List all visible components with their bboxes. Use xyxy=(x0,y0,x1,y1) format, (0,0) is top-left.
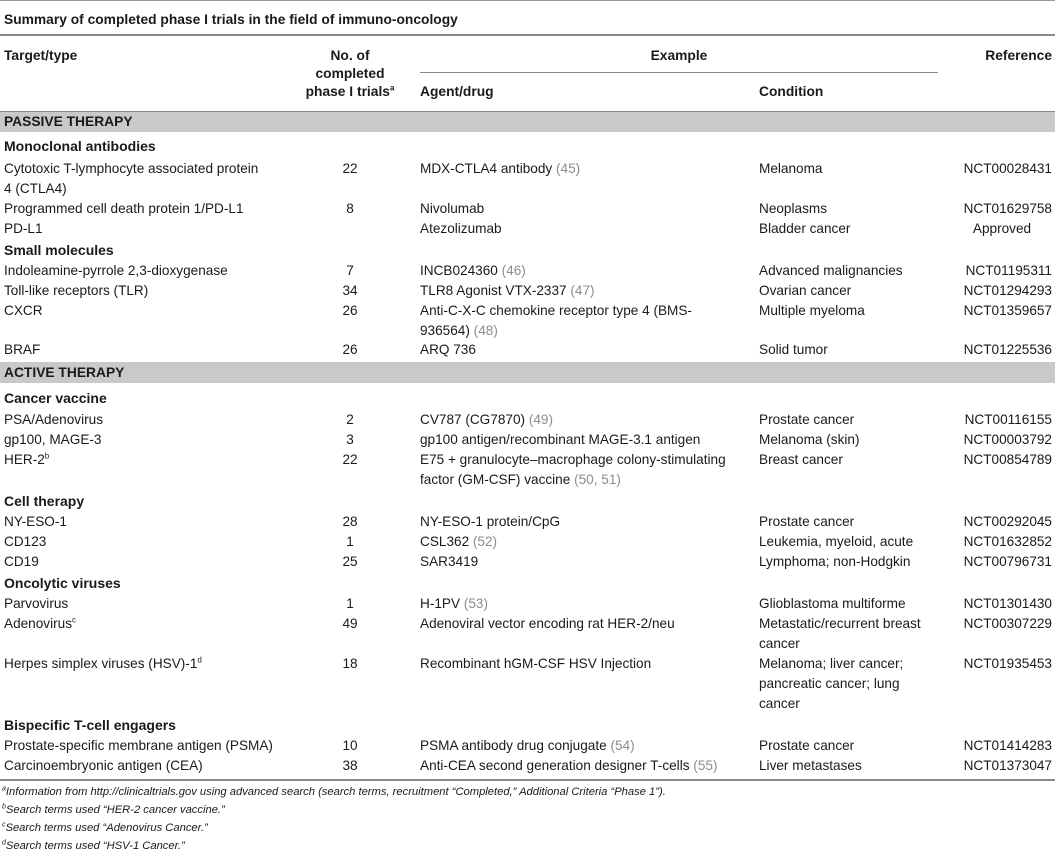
cell-reference: NCT01935453 xyxy=(963,656,1052,671)
cell-agent-line: Anti-C-X-C chemokine receptor type 4 (BMS- xyxy=(420,303,692,318)
cell-agent: gp100 antigen/recombinant MAGE-3.1 antigen xyxy=(420,432,701,447)
cell-target-text: Adenovirus xyxy=(4,616,73,631)
cell-agent xyxy=(420,281,750,301)
cell-condition: Bladder cancer xyxy=(759,221,851,236)
header-example: Example xyxy=(650,48,708,63)
cell-agent: NY-ESO-1 protein/CpG xyxy=(420,514,561,529)
group-cancer-vaccine: Cancer vaccine xyxy=(4,390,107,406)
cell-agent-text: CV787 (CG7870) xyxy=(420,412,529,427)
cell-condition: Prostate cancer xyxy=(759,514,855,529)
cell-reference: NCT01195311 xyxy=(965,263,1052,278)
section-passive xyxy=(0,112,1055,132)
cell-agent-line: E75 + granulocyte–macrophage colony-stimulating xyxy=(420,452,726,467)
cell-target: Carcinoembryonic antigen (CEA) xyxy=(4,758,203,773)
citation-link[interactable]: (48) xyxy=(473,323,498,338)
cell-agent xyxy=(420,261,750,281)
cell-num: 34 xyxy=(342,283,358,298)
header-num-line3-text: phase I trials xyxy=(305,84,390,99)
cell-agent: SAR3419 xyxy=(420,554,479,569)
header-target: Target/type xyxy=(4,48,78,63)
cell-agent-text: factor (GM-CSF) vaccine xyxy=(420,472,575,487)
footnote-text: Search terms used “HSV-1 Cancer.” xyxy=(5,840,185,852)
group-oncolytic-viruses: Oncolytic viruses xyxy=(4,575,121,591)
citation-link[interactable]: (55) xyxy=(693,758,718,773)
cell-reference: NCT00292045 xyxy=(963,514,1052,529)
cell-num: 18 xyxy=(342,656,358,671)
footnote-marker: d xyxy=(2,839,6,847)
cell-target: CD19 xyxy=(4,554,39,569)
cell-num: 28 xyxy=(342,514,358,529)
cell-num: 7 xyxy=(346,263,354,278)
cell-agent-text: CSL362 xyxy=(420,534,473,549)
header-num-line1: No. of xyxy=(330,48,370,63)
cell-num: 22 xyxy=(342,452,358,467)
cell-target: Parvovirus xyxy=(4,596,69,611)
cell-reference: NCT00307229 xyxy=(963,616,1052,631)
cell-target-line: 4 (CTLA4) xyxy=(4,181,67,196)
header-condition: Condition xyxy=(759,84,824,99)
cell-agent: Nivolumab xyxy=(420,201,485,216)
cell-condition: Breast cancer xyxy=(759,452,843,467)
cell-agent-text: Anti-CEA second generation designer T-cells xyxy=(420,758,694,773)
cell-target: PD-L1 xyxy=(4,221,43,236)
cell-reference: NCT00028431 xyxy=(963,161,1052,176)
footnote-text: Information from http://clinicaltrials.gov using advanced search (search terms, recruitment “Completed,” Additional Criteria “Phase 1”). xyxy=(5,786,666,798)
cell-agent xyxy=(420,532,750,552)
cell-agent-text: PSMA antibody drug conjugate xyxy=(420,738,611,753)
cell-condition-line: cancer xyxy=(759,696,800,711)
cell-reference: NCT00116155 xyxy=(964,412,1052,427)
cell-condition: Liver metastases xyxy=(759,758,862,773)
cell-target: NY-ESO-1 xyxy=(4,514,67,529)
cell-target: PSA/Adenovirus xyxy=(4,412,103,427)
cell-reference: NCT00003792 xyxy=(963,432,1052,447)
header-num-line2: completed xyxy=(315,66,385,81)
cell-target: CD123 xyxy=(4,534,47,549)
cell-reference: NCT01629758 xyxy=(963,201,1052,216)
cell-condition-line: Melanoma; liver cancer; xyxy=(759,656,904,671)
cell-reference: NCT01301430 xyxy=(963,596,1052,611)
header-num xyxy=(300,47,400,101)
cell-num: 25 xyxy=(342,554,358,569)
citation-link[interactable]: (45) xyxy=(556,161,581,176)
header-num-line3 xyxy=(300,83,400,101)
citation-link[interactable]: (53) xyxy=(463,596,489,611)
cell-target: Indoleamine-pyrrole 2,3-dioxygenase xyxy=(4,263,228,278)
cell-agent: Atezolizumab xyxy=(420,221,502,236)
footnote-marker: a xyxy=(2,785,6,793)
cell-agent-text: INCB024360 xyxy=(420,263,502,278)
footnote xyxy=(2,804,225,816)
section-passive-label: PASSIVE THERAPY xyxy=(4,114,133,129)
cell-agent-line xyxy=(420,321,750,341)
cell-agent xyxy=(420,594,750,614)
cell-agent xyxy=(420,159,750,179)
cell-condition xyxy=(759,654,949,714)
cell-condition: Ovarian cancer xyxy=(759,283,852,298)
footnote-marker: c xyxy=(2,821,6,829)
footnote xyxy=(2,786,666,798)
cell-agent: Adenoviral vector encoding rat HER-2/neu xyxy=(420,616,675,631)
cell-condition: Advanced malignancies xyxy=(759,263,903,278)
cell-target: Programmed cell death protein 1/PD-L1 xyxy=(4,201,244,216)
cell-condition: Leukemia, myeloid, acute xyxy=(759,534,914,549)
cell-agent: Recombinant hGM-CSF HSV Injection xyxy=(420,656,652,671)
cell-condition: Prostate cancer xyxy=(759,738,855,753)
cell-agent-line xyxy=(420,470,750,490)
group-cell-therapy: Cell therapy xyxy=(4,493,85,509)
cell-condition: Lymphoma; non-Hodgkin xyxy=(759,554,911,569)
cell-reference: NCT00854789 xyxy=(963,452,1052,467)
cell-condition: Glioblastoma multiforme xyxy=(759,596,906,611)
cell-agent-text: TLR8 Agonist VTX-2337 xyxy=(420,283,571,298)
cell-reference: NCT01414283 xyxy=(963,738,1052,753)
cell-agent xyxy=(420,301,750,341)
section-active-label: ACTIVE THERAPY xyxy=(4,365,125,380)
cell-num: 38 xyxy=(342,758,358,773)
citation-link[interactable]: (52) xyxy=(472,534,498,549)
footnote xyxy=(2,840,185,852)
cell-num: 10 xyxy=(342,738,358,753)
cell-reference: NCT00796731 xyxy=(963,554,1052,569)
cell-num: 26 xyxy=(342,303,358,318)
citation-link[interactable]: (46) xyxy=(501,263,526,278)
cell-agent: ARQ 736 xyxy=(420,342,476,357)
cell-condition: Solid tumor xyxy=(759,342,828,357)
cell-target: BRAF xyxy=(4,342,41,357)
cell-target xyxy=(4,159,294,199)
cell-reference: NCT01373047 xyxy=(963,758,1052,773)
footnote-marker: b xyxy=(44,451,50,461)
cell-reference: NCT01359657 xyxy=(963,303,1052,318)
cell-target: CXCR xyxy=(4,303,43,318)
cell-num: 49 xyxy=(342,616,358,631)
cell-target: Prostate-specific membrane antigen (PSMA) xyxy=(4,738,273,753)
group-monoclonal-antibodies: Monoclonal antibodies xyxy=(4,138,156,154)
cell-target xyxy=(4,654,294,674)
cell-condition: Neoplasms xyxy=(759,201,827,216)
cell-num: 22 xyxy=(342,161,358,176)
cell-condition: Melanoma (skin) xyxy=(759,432,860,447)
header-num-sup: a xyxy=(389,83,395,93)
cell-reference: NCT01225536 xyxy=(963,342,1052,357)
example-rule xyxy=(420,72,938,73)
cell-agent xyxy=(420,756,750,776)
group-bispecific-t-cell-engagers: Bispecific T-cell engagers xyxy=(4,717,176,733)
cell-target-line: Cytotoxic T-lymphocyte associated protein xyxy=(4,161,259,176)
section-active xyxy=(0,362,1055,383)
cell-agent xyxy=(420,736,750,756)
cell-condition-line: Metastatic/recurrent breast xyxy=(759,616,921,631)
footnote xyxy=(2,822,208,834)
cell-condition: Melanoma xyxy=(759,161,823,176)
cell-num: 1 xyxy=(346,534,354,549)
cell-target-text: HER-2 xyxy=(4,452,45,467)
cell-reference: NCT01294293 xyxy=(963,283,1052,298)
cell-reference: NCT01632852 xyxy=(963,534,1052,549)
cell-condition-line: pancreatic cancer; lung xyxy=(759,676,900,691)
footnote-marker: c xyxy=(72,615,77,625)
header-agent: Agent/drug xyxy=(420,84,494,99)
header-reference: Reference xyxy=(985,48,1052,63)
cell-num: 8 xyxy=(346,201,354,216)
footnote-marker: b xyxy=(2,803,6,811)
cell-condition: Prostate cancer xyxy=(759,412,855,427)
footnote-text: Search terms used “HER-2 cancer vaccine.” xyxy=(5,804,225,816)
cell-target: Toll-like receptors (TLR) xyxy=(4,283,149,298)
cell-agent-text: MDX-CTLA4 antibody xyxy=(420,161,556,176)
cell-agent xyxy=(420,410,750,430)
cell-num: 3 xyxy=(346,432,354,447)
bottom-rule xyxy=(0,779,1055,781)
citation-link[interactable]: (49) xyxy=(528,412,553,427)
cell-num: 1 xyxy=(346,596,354,611)
cell-target xyxy=(4,614,294,634)
caption-rule xyxy=(0,34,1055,36)
footnote-marker: d xyxy=(197,655,202,665)
cell-condition xyxy=(759,614,949,654)
footnote-text: Search terms used “Adenovirus Cancer.” xyxy=(5,822,208,834)
cell-target-text: Herpes simplex viruses (HSV)-1 xyxy=(4,656,198,671)
cell-num: 2 xyxy=(346,412,354,427)
cell-agent-text: H-1PV xyxy=(420,596,464,611)
citation-link[interactable]: (50, 51) xyxy=(574,472,621,487)
cell-num: 26 xyxy=(342,342,358,357)
table-caption: Summary of completed phase I trials in the field of immuno-oncology xyxy=(4,12,458,27)
cell-condition-line: cancer xyxy=(759,636,800,651)
table-caption-bar xyxy=(0,0,1055,35)
cell-target: gp100, MAGE-3 xyxy=(4,432,102,447)
citation-link[interactable]: (54) xyxy=(610,738,635,753)
cell-reference: Approved xyxy=(972,221,1032,236)
cell-agent-text: 936564) xyxy=(420,323,474,338)
cell-target xyxy=(4,450,294,470)
citation-link[interactable]: (47) xyxy=(570,283,595,298)
group-small-molecules: Small molecules xyxy=(4,242,114,258)
cell-condition: Multiple myeloma xyxy=(759,303,865,318)
cell-agent xyxy=(420,450,750,490)
